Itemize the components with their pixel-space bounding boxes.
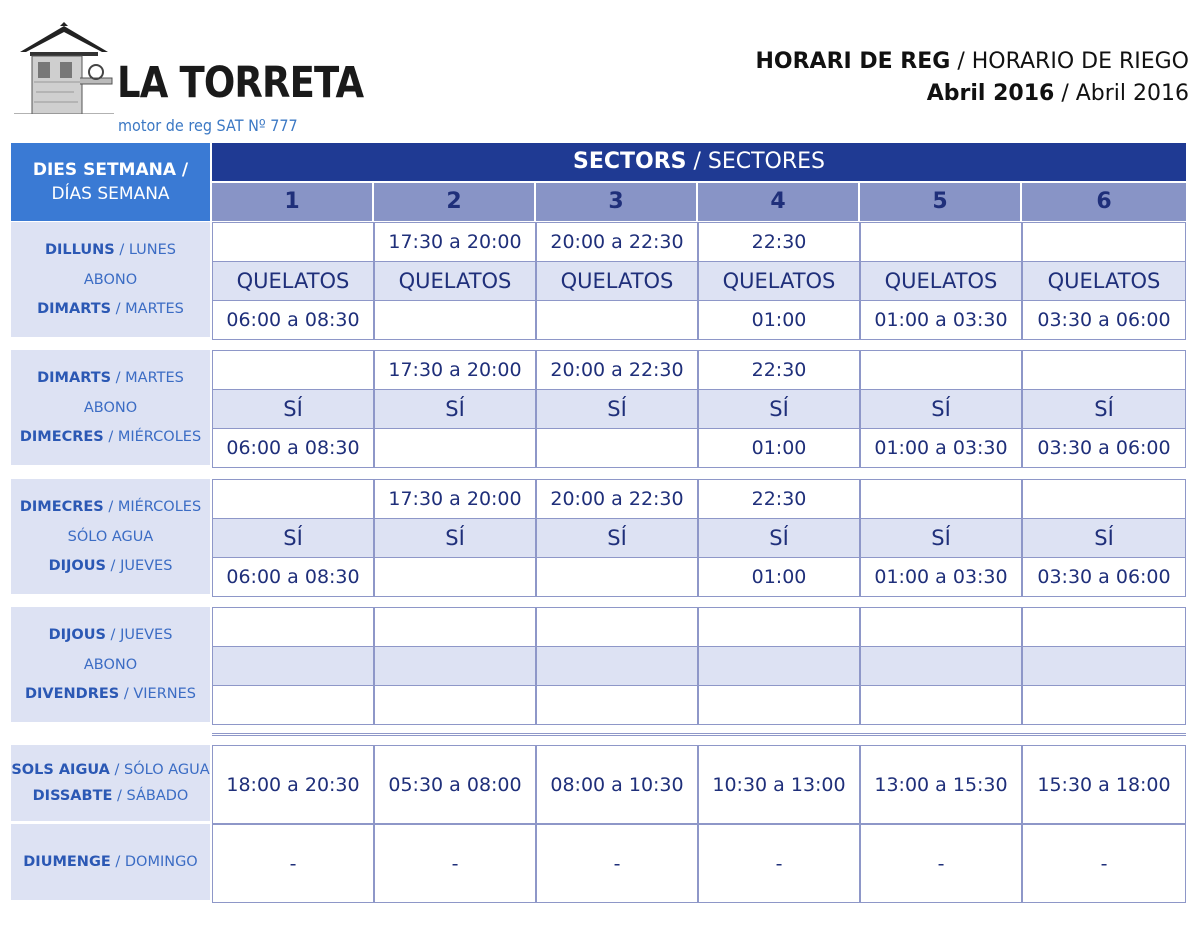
day-name-catalan: DIUMENGE xyxy=(23,854,111,870)
day-label-line xyxy=(11,400,210,416)
day-label-line xyxy=(11,762,210,778)
day-label-line xyxy=(11,627,210,643)
schedule-cell: 18:00 a 20:30 xyxy=(212,745,374,824)
logo xyxy=(14,22,364,135)
day-name-separator: / xyxy=(110,854,125,870)
table-divider xyxy=(212,733,1186,736)
schedule-cell: 20:00 a 22:30 xyxy=(536,479,698,519)
day-label-cell xyxy=(11,607,210,722)
sector-number-header: 2 xyxy=(374,183,534,221)
schedule-cell: 22:30 xyxy=(698,222,860,262)
sectors-header-catalan: SECTORS xyxy=(572,149,687,174)
schedule-cell: 01:00 xyxy=(698,428,860,468)
schedule-cell: 17:30 a 20:00 xyxy=(374,222,536,262)
schedule-cell xyxy=(1022,607,1186,647)
schedule-cell xyxy=(212,685,374,725)
day-name-catalan: DIMECRES xyxy=(19,498,104,515)
day-name-catalan: DIMARTS xyxy=(37,301,112,318)
day-label-line xyxy=(11,854,210,870)
day-label-line xyxy=(11,686,210,702)
day-name-separator: / xyxy=(111,301,126,318)
day-label-line xyxy=(11,301,210,317)
schedule-cell: SÍ xyxy=(374,389,536,429)
day-name-spanish: MIÉRCOLES xyxy=(117,498,202,515)
schedule-cell xyxy=(860,479,1022,519)
day-name-separator: / xyxy=(112,788,127,805)
schedule-cell xyxy=(1022,350,1186,390)
day-label-cell xyxy=(11,745,210,821)
schedule-cell xyxy=(536,300,698,340)
schedule-cell: - xyxy=(212,824,374,903)
title-catalan: HORARI DE REG xyxy=(755,49,951,74)
schedule-cell: 01:00 xyxy=(698,557,860,597)
day-name-catalan: DILLUNS xyxy=(44,241,115,258)
schedule-cell: 06:00 a 08:30 xyxy=(212,428,374,468)
schedule-cell xyxy=(212,646,374,686)
schedule-cell: SÍ xyxy=(698,518,860,558)
day-name-spanish: JUEVES xyxy=(120,626,173,643)
days-header xyxy=(11,143,210,221)
day-name-catalan: DIMECRES xyxy=(19,429,104,446)
sector-number-header: 1 xyxy=(212,183,372,221)
day-label-line xyxy=(11,499,210,515)
schedule-cell: 08:00 a 10:30 xyxy=(536,745,698,824)
schedule-cell xyxy=(374,685,536,725)
schedule-cell xyxy=(536,557,698,597)
schedule-cell xyxy=(860,350,1022,390)
schedule-cell: 20:00 a 22:30 xyxy=(536,222,698,262)
days-header-spanish: DÍAS SEMANA xyxy=(51,184,170,204)
date-catalan: Abril 2016 xyxy=(926,81,1055,106)
schedule-cell: SÍ xyxy=(860,518,1022,558)
schedule-cell: SÍ xyxy=(860,389,1022,429)
schedule-cell: 01:00 a 03:30 xyxy=(860,300,1022,340)
schedule-cell: - xyxy=(860,824,1022,903)
schedule-cell: 03:30 a 06:00 xyxy=(1022,428,1186,468)
schedule-cell xyxy=(536,646,698,686)
schedule-cell: SÍ xyxy=(536,518,698,558)
tower-logo-icon xyxy=(14,22,114,114)
schedule-cell xyxy=(1022,222,1186,262)
sector-number-header: 5 xyxy=(860,183,1020,221)
day-name-separator: / xyxy=(114,241,129,258)
day-name-spanish: MARTES xyxy=(125,301,184,318)
schedule-cell xyxy=(212,479,374,519)
schedule-cell xyxy=(374,557,536,597)
schedule-cell xyxy=(374,607,536,647)
day-label-line xyxy=(11,370,210,386)
schedule-cell: 17:30 a 20:00 xyxy=(374,479,536,519)
schedule-cell: - xyxy=(698,824,860,903)
day-name-spanish: SÓLO AGUA xyxy=(67,528,154,545)
schedule-cell: 15:30 a 18:00 xyxy=(1022,745,1186,824)
schedule-cell xyxy=(860,685,1022,725)
schedule-cell: 01:00 a 03:30 xyxy=(860,557,1022,597)
day-name-spanish: LUNES xyxy=(128,241,177,258)
schedule-cell xyxy=(536,428,698,468)
day-name-separator: / xyxy=(105,626,121,643)
day-name-spanish: MIÉRCOLES xyxy=(117,429,202,446)
day-name-spanish: JUEVES xyxy=(120,558,173,575)
day-name-spanish: ABONO xyxy=(83,399,138,416)
day-name-separator: / xyxy=(119,686,134,703)
schedule-cell: 03:30 a 06:00 xyxy=(1022,557,1186,597)
day-name-spanish: ABONO xyxy=(83,656,138,673)
day-name-spanish: DOMINGO xyxy=(124,854,198,870)
sectors-header-spanish: SECTORES xyxy=(707,149,826,174)
day-label-cell xyxy=(11,479,210,594)
day-name-catalan: SOLS AIGUA xyxy=(11,761,110,778)
schedule-cell: 01:00 a 03:30 xyxy=(860,428,1022,468)
schedule-cell xyxy=(536,607,698,647)
title-block xyxy=(755,46,1189,110)
day-name-catalan: DIVENDRES xyxy=(24,686,120,703)
schedule-cell: 06:00 a 08:30 xyxy=(212,557,374,597)
title-line-2 xyxy=(755,78,1189,110)
schedule-cell xyxy=(860,607,1022,647)
schedule-cell: 20:00 a 22:30 xyxy=(536,350,698,390)
day-name-separator: / xyxy=(109,761,125,778)
schedule-cell: SÍ xyxy=(698,389,860,429)
day-name-separator: / xyxy=(103,498,118,515)
schedule-cell: 05:30 a 08:00 xyxy=(374,745,536,824)
day-label-line xyxy=(11,558,210,574)
day-name-catalan: DIJOUS xyxy=(48,626,106,643)
title-line-1 xyxy=(755,46,1189,78)
schedule-cell: SÍ xyxy=(1022,518,1186,558)
schedule-cell: QUELATOS xyxy=(698,261,860,301)
day-name-separator: / xyxy=(103,429,118,446)
schedule-cell: SÍ xyxy=(536,389,698,429)
schedule-cell: - xyxy=(374,824,536,903)
day-name-spanish: MARTES xyxy=(125,369,184,386)
day-name-spanish: ABONO xyxy=(83,271,138,288)
sector-number-header: 6 xyxy=(1022,183,1186,221)
schedule-cell xyxy=(698,646,860,686)
schedule-cell: QUELATOS xyxy=(212,261,374,301)
day-label-line xyxy=(11,242,210,258)
schedule-cell: 01:00 xyxy=(698,300,860,340)
sectors-header xyxy=(212,143,1186,181)
schedule-cell: 10:30 a 13:00 xyxy=(698,745,860,824)
date-spanish: Abril 2016 xyxy=(1075,81,1189,106)
schedule-cell xyxy=(212,607,374,647)
day-name-spanish: VIERNES xyxy=(133,686,196,703)
schedule-cell: QUELATOS xyxy=(1022,261,1186,301)
title-separator: / xyxy=(950,49,972,74)
day-name-separator: / xyxy=(111,369,126,386)
schedule-cell: SÍ xyxy=(374,518,536,558)
day-name-spanish: SÓLO AGUA xyxy=(124,761,210,778)
schedule-cell xyxy=(1022,685,1186,725)
schedule-cell: QUELATOS xyxy=(536,261,698,301)
day-name-catalan: DIMARTS xyxy=(37,369,112,386)
day-label-cell xyxy=(11,350,210,465)
schedule-cell: - xyxy=(1022,824,1186,903)
brand-subtitle: motor de reg SAT Nº 777 xyxy=(118,116,298,135)
schedule-cell xyxy=(374,646,536,686)
sector-number-header: 4 xyxy=(698,183,858,221)
day-name-catalan: DIJOUS xyxy=(48,558,106,575)
day-label-line xyxy=(11,657,210,673)
day-label-cell xyxy=(11,222,210,337)
schedule-cell xyxy=(1022,646,1186,686)
schedule-cell: SÍ xyxy=(212,518,374,558)
schedule-cell xyxy=(860,222,1022,262)
schedule-cell: 22:30 xyxy=(698,350,860,390)
schedule-cell: 03:30 a 06:00 xyxy=(1022,300,1186,340)
title-spanish: HORARIO DE RIEGO xyxy=(971,49,1189,74)
day-label-line xyxy=(11,429,210,445)
schedule-cell: SÍ xyxy=(212,389,374,429)
schedule-cell xyxy=(860,646,1022,686)
date-separator: / xyxy=(1054,81,1076,106)
schedule-cell xyxy=(698,685,860,725)
schedule-cell xyxy=(212,222,374,262)
day-name-catalan: DISSABTE xyxy=(32,788,113,805)
schedule-cell: 13:00 a 15:30 xyxy=(860,745,1022,824)
day-label-line xyxy=(11,529,210,545)
schedule-cell xyxy=(536,685,698,725)
schedule-cell: QUELATOS xyxy=(860,261,1022,301)
schedule-cell: 17:30 a 20:00 xyxy=(374,350,536,390)
schedule-cell xyxy=(212,350,374,390)
schedule-cell: 06:00 a 08:30 xyxy=(212,300,374,340)
day-label-line xyxy=(11,788,210,804)
brand-name: LA TORRETA xyxy=(117,58,364,108)
sectors-header-separator: / xyxy=(686,149,708,174)
day-name-separator: / xyxy=(105,558,121,575)
schedule-cell: 22:30 xyxy=(698,479,860,519)
schedule-cell: QUELATOS xyxy=(374,261,536,301)
schedule-cell: SÍ xyxy=(1022,389,1186,429)
day-label-line xyxy=(11,272,210,288)
schedule-cell xyxy=(1022,479,1186,519)
day-label-cell xyxy=(11,824,210,900)
schedule-cell: - xyxy=(536,824,698,903)
schedule-cell xyxy=(374,300,536,340)
schedule-cell xyxy=(374,428,536,468)
days-header-catalan: DIES SETMANA / xyxy=(32,160,189,180)
schedule-cell xyxy=(698,607,860,647)
sector-number-header: 3 xyxy=(536,183,696,221)
day-name-spanish: SÁBADO xyxy=(126,788,189,805)
